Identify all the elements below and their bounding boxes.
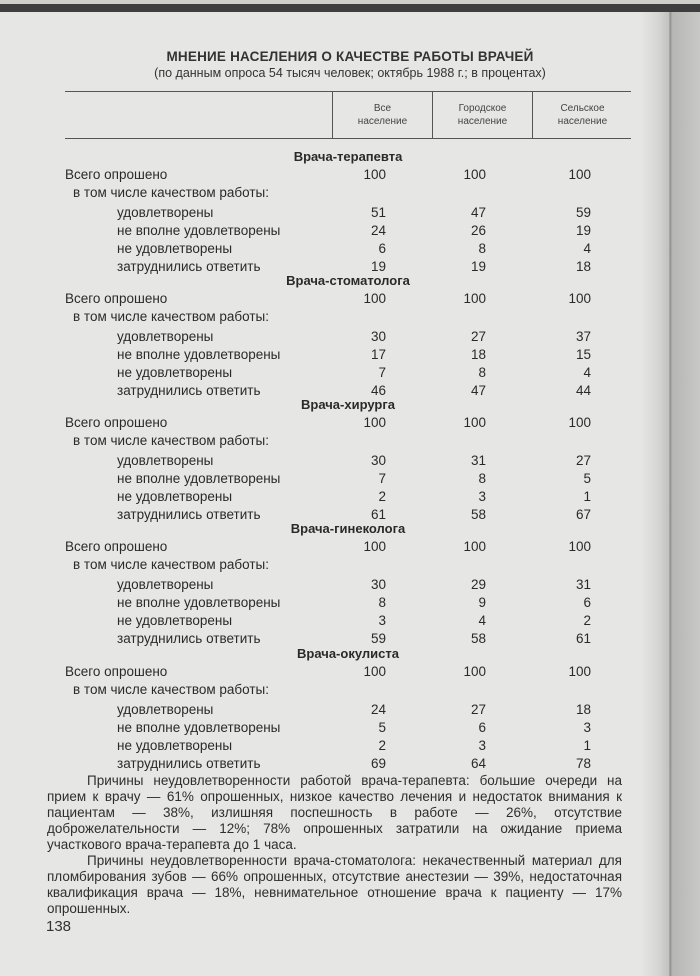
- table-row: [65, 470, 631, 487]
- table-row: [65, 290, 631, 307]
- cell-value: 4: [478, 613, 486, 628]
- row-label: в том числе качеством работы:: [73, 557, 270, 572]
- cell-value: 51: [370, 205, 386, 220]
- cell-value: 30: [370, 329, 386, 344]
- cell-value: 44: [575, 383, 591, 398]
- row-label: затруднились ответить: [117, 631, 261, 646]
- row-label: не удовлетворены: [117, 489, 233, 504]
- cell-value: 31: [470, 453, 486, 468]
- section-title: Врача-окулиста: [297, 646, 399, 661]
- cell-value: 15: [575, 347, 591, 362]
- table-row: [65, 364, 631, 381]
- cell-value: 30: [370, 453, 386, 468]
- table-row: [65, 452, 631, 469]
- cell-value: 1: [583, 738, 591, 753]
- cell-value: 78: [575, 756, 591, 771]
- cell-value: 4: [583, 365, 591, 380]
- row-label: не вполне удовлетворены: [117, 720, 281, 735]
- cell-value: 100: [363, 539, 386, 554]
- row-label: Всего опрошено: [65, 291, 168, 306]
- table-row: [65, 184, 631, 201]
- row-label: удовлетворены: [117, 205, 214, 220]
- section-title: Врача-стоматолога: [286, 273, 410, 288]
- cell-value: 19: [575, 223, 591, 238]
- cell-value: 27: [470, 702, 486, 717]
- cell-value: 5: [378, 720, 386, 735]
- cell-value: 9: [478, 595, 486, 610]
- row-label: затруднились ответить: [117, 756, 261, 771]
- table-subtitle: (по данным опроса 54 тысяч человек; октябрь 1988 г.; в процентах): [154, 66, 546, 80]
- cell-value: 6: [583, 595, 591, 610]
- cell-value: 6: [478, 720, 486, 735]
- book-gutter-shadow: [640, 12, 700, 976]
- cell-value: 29: [470, 577, 486, 592]
- row-label: не удовлетворены: [117, 241, 233, 256]
- cell-value: 8: [478, 241, 486, 256]
- table-row: [65, 308, 631, 325]
- row-label: не вполне удовлетворены: [117, 347, 281, 362]
- cell-value: 100: [463, 539, 486, 554]
- cell-value: 58: [470, 507, 486, 522]
- cell-value: 100: [363, 664, 386, 679]
- cell-value: 24: [370, 223, 386, 238]
- column-header-rural: [532, 92, 632, 138]
- row-label: затруднились ответить: [117, 507, 261, 522]
- cell-value: 18: [470, 347, 486, 362]
- cell-value: 8: [478, 365, 486, 380]
- table-row: [65, 701, 631, 718]
- row-label: затруднились ответить: [117, 259, 261, 274]
- cell-value: 1: [583, 489, 591, 504]
- cell-value: 100: [568, 167, 591, 182]
- cell-value: 27: [575, 453, 591, 468]
- table-row: [65, 166, 631, 183]
- table-row: [65, 576, 631, 593]
- cell-value: 2: [583, 613, 591, 628]
- cell-value: 30: [370, 577, 386, 592]
- cell-value: 4: [583, 241, 591, 256]
- cell-value: 8: [378, 595, 386, 610]
- cell-value: 6: [378, 241, 386, 256]
- row-label: в том числе качеством работы:: [73, 185, 270, 200]
- cell-value: 100: [363, 291, 386, 306]
- column-header-line2: население: [557, 116, 608, 127]
- row-label: в том числе качеством работы:: [73, 309, 270, 324]
- cell-value: 3: [583, 720, 591, 735]
- table-row: [65, 240, 631, 257]
- table-row: [65, 612, 631, 629]
- table-title: МНЕНИЕ НАСЕЛЕНИЯ О КАЧЕСТВЕ РАБОТЫ ВРАЧЕЙ: [166, 49, 534, 64]
- cell-value: 61: [370, 507, 386, 522]
- scan-dark-border: [0, 4, 700, 12]
- cell-value: 46: [370, 383, 386, 398]
- cell-value: 31: [575, 577, 591, 592]
- cell-value: 7: [378, 471, 386, 486]
- cell-value: 59: [370, 631, 386, 646]
- cell-value: 64: [470, 756, 486, 771]
- row-label: не удовлетворены: [117, 613, 233, 628]
- cell-value: 24: [370, 702, 386, 717]
- table-row: [65, 488, 631, 505]
- table-row: [65, 663, 631, 680]
- row-label: в том числе качеством работы:: [73, 682, 270, 697]
- cell-value: 47: [470, 383, 486, 398]
- cell-value: 7: [378, 365, 386, 380]
- row-label: Всего опрошено: [65, 539, 168, 554]
- column-header-line2: население: [457, 116, 508, 127]
- table-row: [65, 556, 631, 573]
- table-row: [65, 538, 631, 555]
- table-row: [65, 681, 631, 698]
- cell-value: 2: [378, 738, 386, 753]
- cell-value: 17: [370, 347, 386, 362]
- cell-value: 100: [463, 291, 486, 306]
- cell-value: 27: [470, 329, 486, 344]
- table-row: [65, 432, 631, 449]
- table-row: [65, 222, 631, 239]
- paragraph: Причины неудовлетворенности врача-стоматолога: некачественный материал для пломбирования зубов — 66% опрошенных, отсутствие анестезии — 39%, недостаточная квалификация врача — 18%, невнимательное отношение врача к пациенту — 17% опрошенных.: [47, 853, 622, 916]
- row-label: не удовлетворены: [117, 365, 233, 380]
- cell-value: 3: [478, 738, 486, 753]
- column-header-line1: Все: [373, 103, 392, 114]
- table-row: [65, 328, 631, 345]
- row-label: не вполне удовлетворены: [117, 471, 281, 486]
- cell-value: 100: [363, 167, 386, 182]
- cell-value: 8: [478, 471, 486, 486]
- cell-value: 100: [568, 539, 591, 554]
- cell-value: 26: [470, 223, 486, 238]
- row-label: не вполне удовлетворены: [117, 595, 281, 610]
- cell-value: 100: [363, 415, 386, 430]
- row-label: удовлетворены: [117, 329, 214, 344]
- cell-value: 2: [378, 489, 386, 504]
- column-header-urban: [432, 92, 532, 138]
- section-title: Врача-хирурга: [301, 397, 395, 412]
- table-row: [65, 594, 631, 611]
- row-label: удовлетворены: [117, 577, 214, 592]
- cell-value: 58: [470, 631, 486, 646]
- cell-value: 61: [575, 631, 591, 646]
- cell-value: 19: [370, 259, 386, 274]
- table-row: [65, 755, 631, 772]
- table-row: [65, 204, 631, 221]
- table-header: [65, 91, 631, 139]
- paragraph: Причины неудовлетворенности работой врача-терапевта: большие очереди на прием к врачу — 61% опрошенных, низкое качество лечения и недостаток внимания к пациентам — 38%, излишняя поспешность в работе — 26%, отсутствие доброжелательности — 12%; 78% опрошенных затратили на ожидание приема участкового врача-терапевта до 1 часа.: [47, 773, 622, 852]
- row-label: удовлетворены: [117, 453, 214, 468]
- table-row: [65, 737, 631, 754]
- cell-value: 3: [478, 489, 486, 504]
- row-label: Всего опрошено: [65, 167, 168, 182]
- row-label: затруднились ответить: [117, 383, 261, 398]
- table-row: [65, 414, 631, 431]
- column-header-line1: Сельское: [560, 103, 605, 114]
- column-header-line1: Городское: [458, 103, 507, 114]
- text-body: [47, 773, 622, 917]
- row-label: Всего опрошено: [65, 415, 168, 430]
- cell-value: 67: [575, 507, 591, 522]
- cell-value: 18: [575, 259, 591, 274]
- cell-value: 3: [378, 613, 386, 628]
- page-number: 138: [46, 918, 72, 935]
- cell-value: 100: [568, 291, 591, 306]
- cell-value: 69: [370, 756, 386, 771]
- cell-value: 100: [463, 167, 486, 182]
- row-label: удовлетворены: [117, 702, 214, 717]
- cell-value: 19: [470, 259, 486, 274]
- section-title: Врача-терапевта: [293, 149, 403, 164]
- cell-value: 18: [575, 702, 591, 717]
- cell-value: 100: [568, 415, 591, 430]
- row-label: не удовлетворены: [117, 738, 233, 753]
- table-row: [65, 719, 631, 736]
- column-header-all: [332, 92, 432, 138]
- cell-value: 37: [575, 329, 591, 344]
- column-header-line2: население: [357, 116, 408, 127]
- row-label: не вполне удовлетворены: [117, 223, 281, 238]
- cell-value: 100: [463, 415, 486, 430]
- cell-value: 47: [470, 205, 486, 220]
- cell-value: 100: [463, 664, 486, 679]
- cell-value: 59: [575, 205, 591, 220]
- row-label: в том числе качеством работы:: [73, 433, 270, 448]
- cell-value: 100: [568, 664, 591, 679]
- cell-value: 5: [583, 471, 591, 486]
- table-row: [65, 346, 631, 363]
- row-label: Всего опрошено: [65, 664, 168, 679]
- table-row: [65, 630, 631, 647]
- section-title: Врача-гинеколога: [290, 521, 406, 536]
